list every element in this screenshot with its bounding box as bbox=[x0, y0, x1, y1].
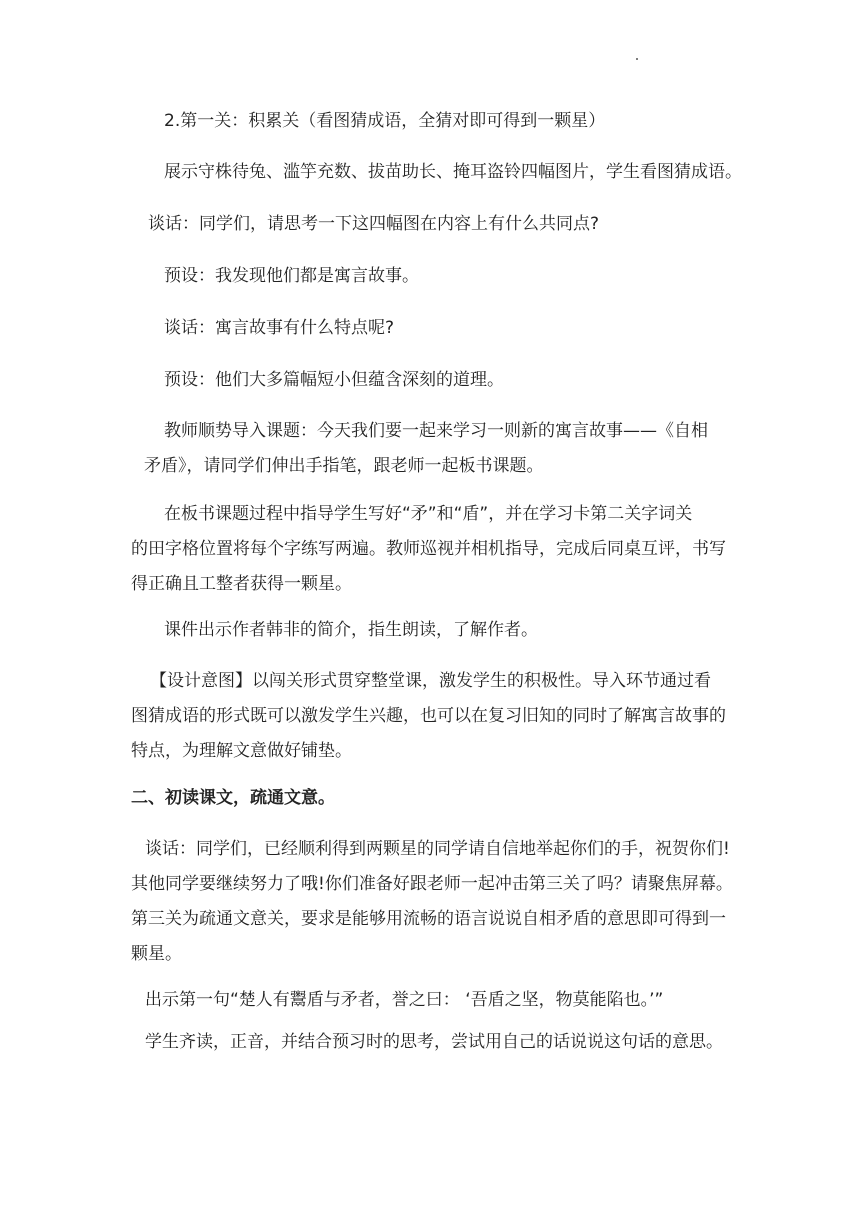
text-line: 颗星。 bbox=[131, 944, 182, 964]
paragraph-first-sentence: 出示第一句“楚人有鬻盾与矛者，誉之曰： ‘吾盾之坚，物莫能陷也。’” bbox=[145, 990, 664, 1010]
paragraph-level-one: 2.第一关：积累关（看图猜成语，全猜对即可得到一颗星） bbox=[164, 111, 606, 131]
paragraph-talk-common: 谈话：同学们，请思考一下这四幅图在内容上有什么共同点? bbox=[148, 214, 600, 234]
paragraph-show-pictures: 展示守株待兔、滥竽充数、拔苗助长、掩耳盗铃四幅图片，学生看图猜成语。 bbox=[164, 162, 742, 182]
text-line: 第三关为疏通文意关，要求是能够用流畅的语言说说自相矛盾的意思即可得到一 bbox=[131, 909, 726, 929]
text-line: 矛盾》，请同学们伸出手指笔，跟老师一起板书课题。 bbox=[144, 456, 544, 476]
text-line: 得正确且工整者获得一颗星。 bbox=[131, 574, 352, 594]
text-line: 教师顺势导入课题：今天我们要一起来学习一则新的寓言故事——《自相 bbox=[164, 421, 708, 441]
paragraph-preset-short: 预设：他们大多篇幅短小但蕴含深刻的道理。 bbox=[164, 370, 504, 390]
section-heading: 二、初读课文，疏通文意。 bbox=[131, 788, 335, 808]
text-line: 【设计意图】以闯关形式贯穿整堂课，激发学生的积极性。导入环节通过看 bbox=[150, 671, 711, 691]
text-line: 在板书课题过程中指导学生写好“矛”和“盾”，并在学习卡第二关字词关 bbox=[164, 504, 693, 524]
paragraph-talk-level-three bbox=[131, 832, 733, 972]
text-line: 特点，为理解文意做好铺垫。 bbox=[131, 741, 352, 761]
text-line: 的田字格位置将每个字练写两遍。教师巡视并相机指导，完成后同桌互评，书写 bbox=[131, 539, 726, 559]
paragraph-author-intro: 课件出示作者韩非的简介，指生朗读，了解作者。 bbox=[164, 620, 538, 640]
page-mark bbox=[636, 58, 638, 60]
paragraph-preset-fable: 预设：我发现他们都是寓言故事。 bbox=[164, 266, 419, 286]
text-line: 图猜成语的形式既可以激发学生兴趣，也可以在复习旧知的同时了解寓言故事的 bbox=[131, 706, 726, 726]
text-line: 谈话：同学们，已经顺利得到两颗星的同学请自信地举起你们的手，祝贺你们! bbox=[145, 839, 730, 859]
paragraph-writing-guidance bbox=[131, 497, 726, 602]
paragraph-read-together: 学生齐读，正音，并结合预习时的思考，尝试用自己的话说说这句话的意思。 bbox=[145, 1032, 723, 1052]
paragraph-introduce-topic bbox=[131, 414, 708, 484]
text-line: 其他同学要继续努力了哦!你们准备好跟老师一起冲击第三关了吗？请聚焦屏幕。 bbox=[131, 874, 733, 894]
paragraph-talk-feature: 谈话：寓言故事有什么特点呢? bbox=[164, 318, 395, 338]
paragraph-design-intent bbox=[131, 664, 726, 769]
